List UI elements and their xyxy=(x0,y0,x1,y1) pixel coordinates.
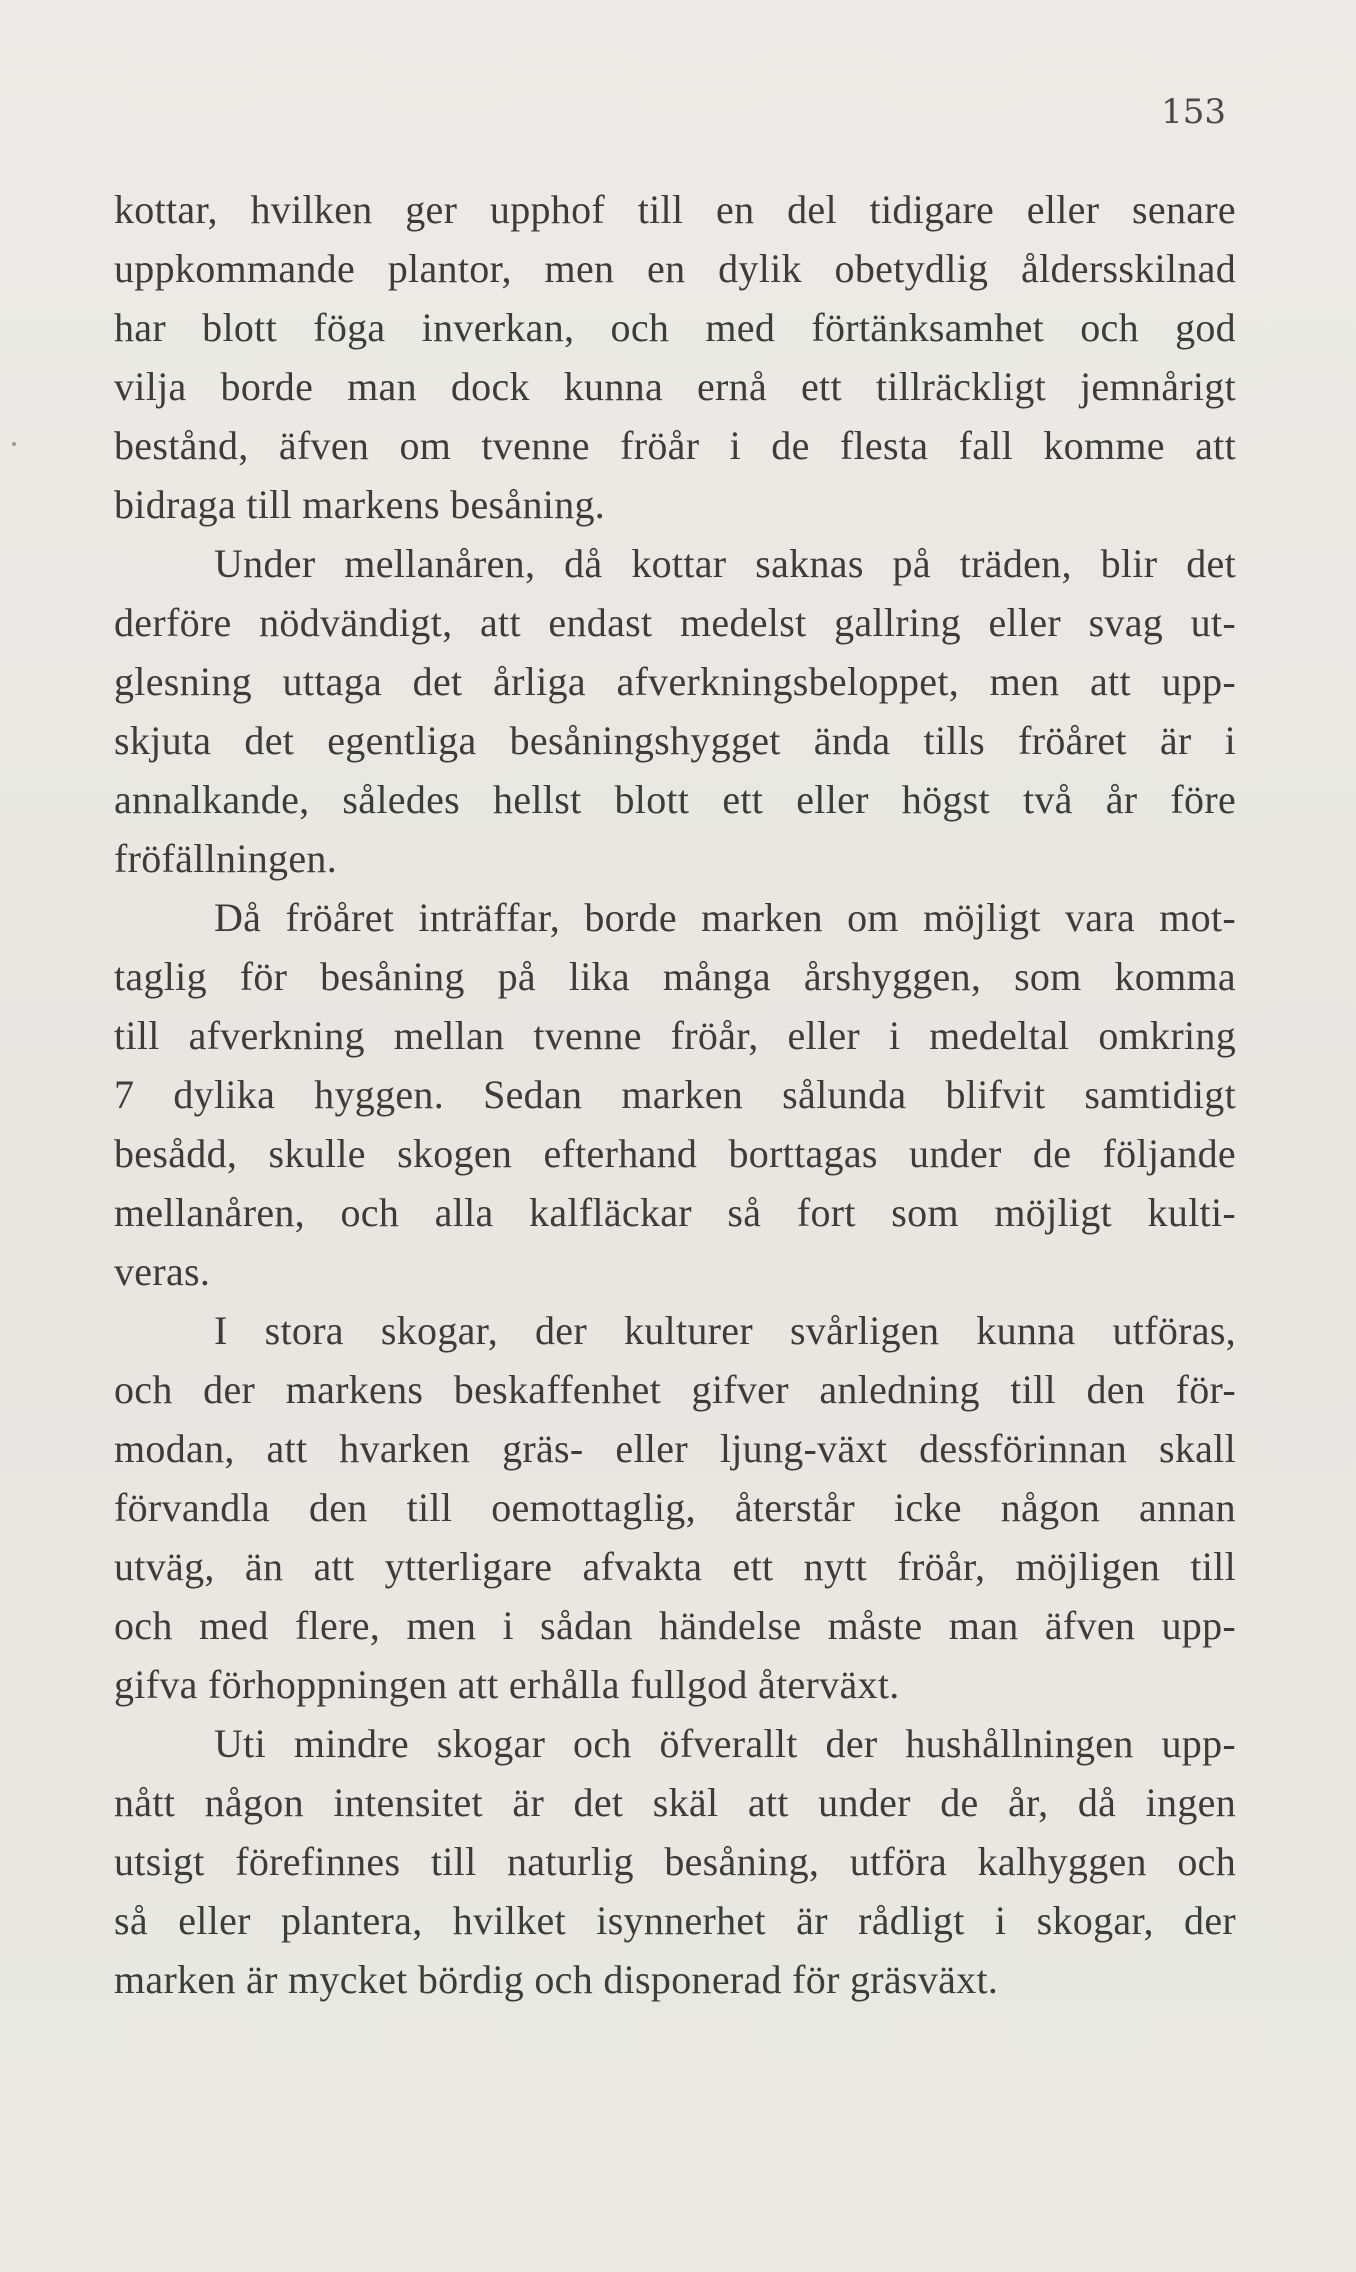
text-line: och med flere, men i sådan händelse måste man äfven upp- xyxy=(114,1603,1236,1648)
text-line: utsigt förefinnes till naturlig besåning, utföra kalhyggen och xyxy=(114,1839,1236,1884)
text-line: derföre nödvändigt, att endast medelst gallring eller svag ut- xyxy=(114,600,1236,645)
margin-speck xyxy=(12,442,16,446)
text-line: och der markens beskaffenhet gifver anledning till den för- xyxy=(114,1367,1236,1412)
text-line: I stora skogar, der kulturer svårligen kunna utföras, xyxy=(214,1308,1236,1353)
text-line: utväg, än att ytterligare afvakta ett nytt fröår, möjligen till xyxy=(114,1544,1236,1589)
text-line: mellanåren, och alla kalfläckar så fort som möjligt kulti- xyxy=(114,1190,1236,1235)
text-line: besådd, skulle skogen efterhand borttagas under de följande xyxy=(114,1131,1236,1176)
text-line: bestånd, äfven om tvenne fröår i de flesta fall komme att xyxy=(114,423,1236,468)
text-line: förvandla den till oemottaglig, återstår icke någon annan xyxy=(114,1485,1236,1530)
text-line: veras. xyxy=(114,1249,211,1294)
text-line: till afverkning mellan tvenne fröår, eller i medeltal omkring xyxy=(114,1013,1236,1058)
text-line: så eller plantera, hvilket isynnerhet är rådligt i skogar, der xyxy=(114,1898,1236,1943)
text-line: vilja borde man dock kunna ernå ett tillräckligt jemnårigt xyxy=(114,364,1236,409)
text-line: gifva förhoppningen att erhålla fullgod återväxt. xyxy=(114,1662,900,1707)
text-line: modan, att hvarken gräs- eller ljung-växt dessförinnan skall xyxy=(114,1426,1236,1471)
text-line: skjuta det egentliga besåningshygget ända tills fröåret är i xyxy=(114,718,1236,763)
page-number: 153 xyxy=(1161,92,1226,132)
text-line: marken är mycket bördig och disponerad för gräsväxt. xyxy=(114,1957,999,2002)
text-line: uppkommande plantor, men en dylik obetydlig åldersskilnad xyxy=(114,246,1236,291)
text-line: nått någon intensitet är det skäl att under de år, då ingen xyxy=(114,1780,1236,1825)
text-line: Uti mindre skogar och öfverallt der hushållningen upp- xyxy=(214,1721,1236,1766)
text-line: bidraga till markens besåning. xyxy=(114,482,606,527)
text-line: Då fröåret inträffar, borde marken om möjligt vara mot- xyxy=(214,895,1236,940)
text-line: annalkande, således hellst blott ett eller högst två år före xyxy=(114,777,1236,822)
text-line: glesning uttaga det årliga afverkningsbeloppet, men att upp- xyxy=(114,659,1236,704)
text-line: 7 dylika hyggen. Sedan marken sålunda blifvit samtidigt xyxy=(114,1072,1236,1117)
text-line: Under mellanåren, då kottar saknas på träden, blir det xyxy=(214,541,1236,586)
body-text xyxy=(114,180,1236,2009)
text-line: taglig för besåning på lika många årshyggen, som komma xyxy=(114,954,1236,999)
text-line: kottar, hvilken ger upphof till en del tidigare eller senare xyxy=(114,187,1236,232)
text-line: fröfällningen. xyxy=(114,836,338,881)
text-line: har blott föga inverkan, och med förtänksamhet och god xyxy=(114,305,1236,350)
